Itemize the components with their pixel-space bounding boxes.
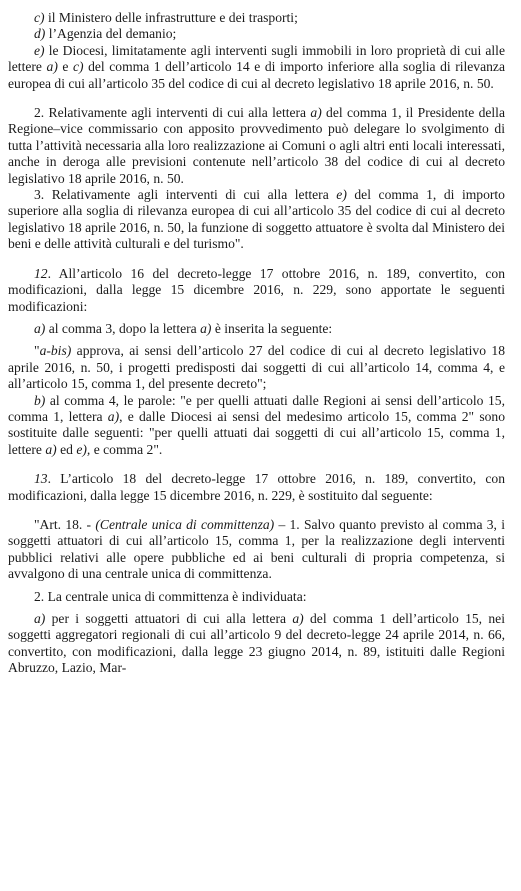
italic-text: c): [34, 10, 45, 25]
text-run: al comma 4, le parole: "e per quelli attuati dalle Regioni ai sensi dell’articolo 15, comma 1, lettera: [8, 392, 505, 424]
text-run: le Diocesi, limitatamente agli interventi sugli immobili in loro proprietà di cui alle lettere: [8, 42, 505, 75]
italic-text: e): [336, 187, 347, 203]
text-run: per i soggetti attuatori di cui alla lettera: [45, 611, 293, 626]
paragraph: [8, 105, 505, 187]
italic-text: (Centrale unica di committenza): [95, 516, 275, 532]
text-run: 2. Relativamente agli interventi di cui alla lettera: [34, 105, 311, 121]
text-run: del comma 1 dell’articolo 15, nei soggetti aggregatori regionali di cui all’articolo 9 del decreto-legge 24 aprile 2014, n. 66, convertito, con modificazioni, dalla legge 23 giugno 2014, n. 89, istituiti dalle Regioni Abruzzo, Lazio, Mar-: [8, 611, 505, 676]
text-run: e: [57, 59, 73, 75]
paragraph: [8, 321, 505, 337]
italic-text: a): [45, 441, 57, 457]
italic-text: a): [107, 408, 120, 424]
text-run: 3. Relativamente agli interventi di cui alla lettera: [34, 187, 337, 203]
paragraph: [8, 26, 505, 42]
italic-text: a-bis): [39, 343, 72, 359]
text-run: del comma 1, di importo superiore alla soglia di rilevanza europea di cui all’articolo 35 del codice di cui al decreto legislativo 18 aprile 2016, n. 50, la funzione di soggetto attuatore è svolta dal Ministero dei beni e delle attività culturali e del turismo".: [8, 187, 505, 252]
italic-text: a): [34, 611, 46, 626]
italic-text: e): [34, 42, 45, 58]
document-body: [8, 10, 505, 677]
italic-text: c): [72, 59, 84, 75]
text-run: è inserita la seguente:: [211, 320, 333, 336]
paragraph: [8, 471, 505, 504]
italic-text: a): [200, 320, 212, 336]
text-run: . L’articolo 18 del decreto-legge 17 ottobre 2016, n. 189, convertito, con modificazioni, dalla legge 15 dicembre 2016, n. 229, è sostituito dal seguente:: [8, 471, 505, 503]
text-run: ed: [56, 441, 77, 457]
italic-text: d): [34, 26, 46, 42]
text-run: del comma 1 dell’articolo 14 e di importo inferiore alla soglia di rilevanza europea di cui all’articolo 35 del codice di cui al decreto legislativo 18 aprile 2016, n. 50.: [8, 59, 506, 91]
paragraph: [8, 343, 505, 392]
text-run: 2. La centrale unica di committenza è individuata:: [34, 588, 307, 604]
paragraph: [8, 611, 505, 677]
text-run: del comma 1, il Presidente della Regione–vice commissario con apposito provvedimento può delegare lo svolgimento di tutta l’attività necessaria alla loro realizzazione ai Comuni o agli altri enti locali interessati, anche in deroga alle previsioni contenute nell’articolo 38 del codice di cui al decreto legislativo 18 aprile 2016, n. 50.: [8, 105, 505, 186]
text-run: , e dalle Diocesi ai sensi del medesimo articolo 15, comma 2" sono sostituite dalle seguenti: "per quelli attuati dai soggetti di cui all’articolo 15, comma 1, lettere: [8, 408, 505, 457]
text-run: – 1. Salvo quanto previsto al comma 3, i soggetti attuatori di cui all’articolo 15, comma 1, per la realizzazione degli interventi pubblici relativi alle opere pubbliche ed ai beni culturali di propria competenza, si avvalgono di una centrale unica di committenza.: [8, 516, 505, 582]
italic-text: a): [46, 59, 58, 75]
text-run: e comma 2".: [90, 441, 163, 457]
paragraph: [8, 266, 505, 315]
text-run: . All’articolo 16 del decreto-legge 17 ottobre 2016, n. 189, convertito, con modificazioni, dalla legge 15 dicembre 2016, n. 229, sono apportate le seguenti modificazioni:: [8, 265, 505, 314]
paragraph: [8, 43, 505, 92]
italic-text: a): [310, 105, 322, 121]
paragraph: [8, 589, 505, 605]
italic-text: a): [292, 611, 304, 626]
paragraph: [8, 10, 505, 26]
text-run: approva, ai sensi dell’articolo 27 del codice di cui al decreto legislativo 18 aprile 2016, n. 50, i progetti predisposti dai soggetti di cui all’articolo 14, comma 4, e all’articolo 15, comma 1, del presente decreto";: [8, 343, 505, 392]
text-run: l’Agenzia del demanio;: [45, 26, 177, 42]
paragraph: [8, 517, 505, 583]
italic-text: a): [34, 320, 46, 336]
text-run: il Ministero delle infrastrutture e dei trasporti;: [44, 10, 298, 25]
italic-text: b): [34, 392, 46, 408]
italic-text: 12: [34, 265, 48, 281]
text-run: ": [34, 343, 40, 359]
paragraph: [8, 393, 505, 459]
italic-text: e),: [76, 441, 91, 457]
paragraph: [8, 187, 505, 253]
text-run: "Art. 18. -: [34, 516, 96, 532]
text-run: al comma 3, dopo la lettera: [45, 320, 201, 336]
italic-text: 13: [34, 471, 48, 487]
